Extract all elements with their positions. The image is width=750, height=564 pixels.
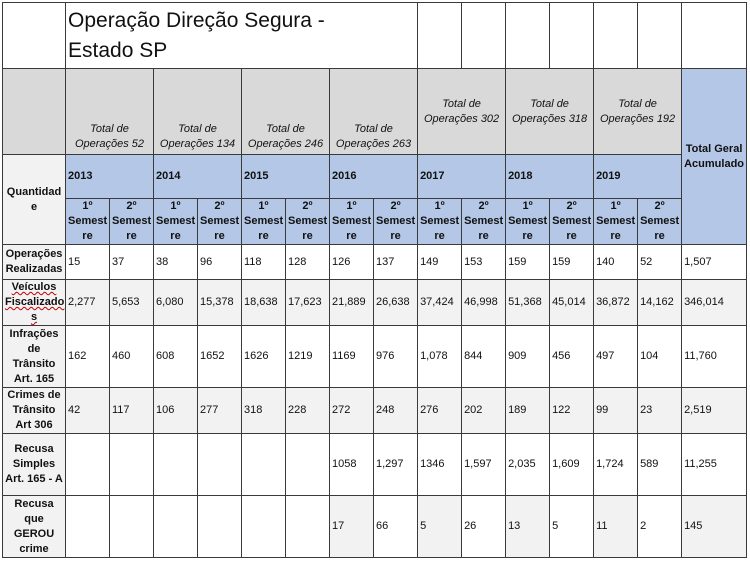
table-row bbox=[3, 434, 747, 496]
table-cell: 2,035 bbox=[506, 434, 550, 496]
table-cell bbox=[242, 496, 286, 558]
table-cell: 909 bbox=[506, 326, 550, 388]
table-cell: 202 bbox=[462, 388, 506, 434]
table-cell: 159 bbox=[550, 245, 594, 280]
table-cell: 36,872 bbox=[594, 280, 638, 326]
table-cell: 1058 bbox=[330, 434, 374, 496]
table-cell: 272 bbox=[330, 388, 374, 434]
semester-1: 1º Semest re bbox=[242, 199, 286, 245]
table-cell: 1626 bbox=[242, 326, 286, 388]
table-cell: 1346 bbox=[418, 434, 462, 496]
table-cell: 248 bbox=[374, 388, 418, 434]
table-cell: 153 bbox=[462, 245, 506, 280]
table-cell: 189 bbox=[506, 388, 550, 434]
table-cell: 277 bbox=[198, 388, 242, 434]
table-cell: 18,638 bbox=[242, 280, 286, 326]
table-row bbox=[3, 496, 747, 558]
semester-2: 2º Semest re bbox=[110, 199, 154, 245]
table-cell: 149 bbox=[418, 245, 462, 280]
table-cell bbox=[242, 434, 286, 496]
ops-total-2015: Total de Operações 246 bbox=[242, 69, 330, 155]
table-cell: 1652 bbox=[198, 326, 242, 388]
ops-total-2016: Total de Operações 263 bbox=[330, 69, 418, 155]
table-cell bbox=[66, 496, 110, 558]
table-cell: 15,378 bbox=[198, 280, 242, 326]
year-2013: 2013 bbox=[66, 155, 154, 199]
title-line-2: Estado SP bbox=[68, 38, 168, 62]
table-cell: 118 bbox=[242, 245, 286, 280]
table-cell: 117 bbox=[110, 388, 154, 434]
title-line-1: Operação Direção Segura - bbox=[68, 8, 325, 32]
ops-total-2013: Total de Operações 52 bbox=[66, 69, 154, 155]
table-cell: 11 bbox=[594, 496, 638, 558]
table-cell: 104 bbox=[638, 326, 682, 388]
title-row bbox=[3, 3, 747, 69]
table-cell: 42 bbox=[66, 388, 110, 434]
row-label: Infrações de Trânsito Art. 165 bbox=[3, 326, 66, 388]
table-cell: 456 bbox=[550, 326, 594, 388]
ops-total-2017: Total de Operações 302 bbox=[418, 69, 506, 155]
table-row bbox=[3, 388, 747, 434]
quantidade-label: Quantidad e bbox=[3, 155, 66, 245]
table-cell: 976 bbox=[374, 326, 418, 388]
table-cell: 26 bbox=[462, 496, 506, 558]
ops-total-2014: Total de Operações 134 bbox=[154, 69, 242, 155]
table-cell bbox=[110, 434, 154, 496]
table-cell: 106 bbox=[154, 388, 198, 434]
table-row bbox=[3, 326, 747, 388]
table-cell: 122 bbox=[550, 388, 594, 434]
table-cell: 1,609 bbox=[550, 434, 594, 496]
table-cell: 6,080 bbox=[154, 280, 198, 326]
semester-2: 2º Semest re bbox=[462, 199, 506, 245]
row-label: Crimes de Trânsito Art 306 bbox=[3, 388, 66, 434]
table-cell: 46,998 bbox=[462, 280, 506, 326]
year-2018: 2018 bbox=[506, 155, 594, 199]
table-cell: 159 bbox=[506, 245, 550, 280]
table-cell: 1219 bbox=[286, 326, 330, 388]
table-cell: 162 bbox=[66, 326, 110, 388]
ops-total-row bbox=[3, 69, 747, 155]
table-cell: 51,368 bbox=[506, 280, 550, 326]
table-cell: 1,724 bbox=[594, 434, 638, 496]
table-cell bbox=[110, 496, 154, 558]
row-label: Recusa que GEROU crime bbox=[3, 496, 66, 558]
table-title bbox=[66, 3, 418, 69]
table-cell: 126 bbox=[330, 245, 374, 280]
table-cell: 15 bbox=[66, 245, 110, 280]
table-cell bbox=[198, 434, 242, 496]
table-cell: 318 bbox=[242, 388, 286, 434]
table-cell: 13 bbox=[506, 496, 550, 558]
total-cell: 11,255 bbox=[682, 434, 747, 496]
table-cell: 128 bbox=[286, 245, 330, 280]
row-label: Recusa Simples Art. 165 - A bbox=[3, 434, 66, 496]
ops-total-2019: Total de Operações 192 bbox=[594, 69, 682, 155]
total-cell: 346,014 bbox=[682, 280, 747, 326]
table-cell: 497 bbox=[594, 326, 638, 388]
table-cell: 5 bbox=[418, 496, 462, 558]
semester-1: 1º Semest re bbox=[594, 199, 638, 245]
year-2017: 2017 bbox=[418, 155, 506, 199]
semester-1: 1º Semest re bbox=[66, 199, 110, 245]
table-cell: 66 bbox=[374, 496, 418, 558]
empty-cell bbox=[506, 3, 550, 69]
empty-cell bbox=[462, 3, 506, 69]
semester-row bbox=[3, 199, 747, 245]
table-cell: 5 bbox=[550, 496, 594, 558]
table-cell bbox=[286, 496, 330, 558]
table-cell: 52 bbox=[638, 245, 682, 280]
operations-table bbox=[2, 2, 747, 558]
table-cell: 844 bbox=[462, 326, 506, 388]
table-cell: 137 bbox=[374, 245, 418, 280]
table-cell: 460 bbox=[110, 326, 154, 388]
table-cell: 38 bbox=[154, 245, 198, 280]
year-row bbox=[3, 155, 747, 199]
total-geral-header: Total Geral Acumulado bbox=[682, 69, 747, 245]
table-row bbox=[3, 280, 747, 326]
corner-grey-cell bbox=[3, 69, 66, 155]
total-cell: 11,760 bbox=[682, 326, 747, 388]
table-cell: 45,014 bbox=[550, 280, 594, 326]
table-cell: 608 bbox=[154, 326, 198, 388]
semester-1: 1º Semest re bbox=[418, 199, 462, 245]
table-cell: 1169 bbox=[330, 326, 374, 388]
empty-cell bbox=[418, 3, 462, 69]
table-cell: 2,277 bbox=[66, 280, 110, 326]
table-cell: 1,078 bbox=[418, 326, 462, 388]
empty-cell bbox=[638, 3, 682, 69]
table-cell bbox=[154, 496, 198, 558]
table-cell: 5,653 bbox=[110, 280, 154, 326]
table-cell bbox=[198, 496, 242, 558]
total-cell: 2,519 bbox=[682, 388, 747, 434]
table-cell: 276 bbox=[418, 388, 462, 434]
table-cell: 2 bbox=[638, 496, 682, 558]
row-label: Operações Realizadas bbox=[3, 245, 66, 280]
empty-cell bbox=[682, 3, 747, 69]
table-cell: 99 bbox=[594, 388, 638, 434]
row-label bbox=[3, 280, 66, 326]
semester-1: 1º Semest re bbox=[330, 199, 374, 245]
empty-cell bbox=[594, 3, 638, 69]
year-2016: 2016 bbox=[330, 155, 418, 199]
semester-2: 2º Semest re bbox=[286, 199, 330, 245]
semester-1: 1º Semest re bbox=[154, 199, 198, 245]
table-cell: 589 bbox=[638, 434, 682, 496]
table-cell: 228 bbox=[286, 388, 330, 434]
ops-total-2018: Total de Operações 318 bbox=[506, 69, 594, 155]
table-cell bbox=[66, 434, 110, 496]
table-cell bbox=[286, 434, 330, 496]
table-cell: 17,623 bbox=[286, 280, 330, 326]
table-cell: 96 bbox=[198, 245, 242, 280]
table-cell: 21,889 bbox=[330, 280, 374, 326]
year-2015: 2015 bbox=[242, 155, 330, 199]
table-cell: 1,297 bbox=[374, 434, 418, 496]
table-cell: 23 bbox=[638, 388, 682, 434]
total-cell: 1,507 bbox=[682, 245, 747, 280]
table-cell: 37 bbox=[110, 245, 154, 280]
empty-cell bbox=[550, 3, 594, 69]
corner-cell bbox=[3, 3, 66, 69]
table-cell: 140 bbox=[594, 245, 638, 280]
semester-1: 1º Semest re bbox=[506, 199, 550, 245]
semester-2: 2º Semest re bbox=[374, 199, 418, 245]
table-cell bbox=[154, 434, 198, 496]
semester-2: 2º Semest re bbox=[638, 199, 682, 245]
total-cell: 145 bbox=[682, 496, 747, 558]
table-cell: 1,597 bbox=[462, 434, 506, 496]
table-row bbox=[3, 245, 747, 280]
table-cell: 14,162 bbox=[638, 280, 682, 326]
table-cell: 26,638 bbox=[374, 280, 418, 326]
table-cell: 17 bbox=[330, 496, 374, 558]
year-2019: 2019 bbox=[594, 155, 682, 199]
semester-2: 2º Semest re bbox=[198, 199, 242, 245]
table-cell: 37,424 bbox=[418, 280, 462, 326]
year-2014: 2014 bbox=[154, 155, 242, 199]
semester-2: 2º Semest re bbox=[550, 199, 594, 245]
row-label-text: Veículos Fiscalizado s bbox=[5, 281, 65, 323]
